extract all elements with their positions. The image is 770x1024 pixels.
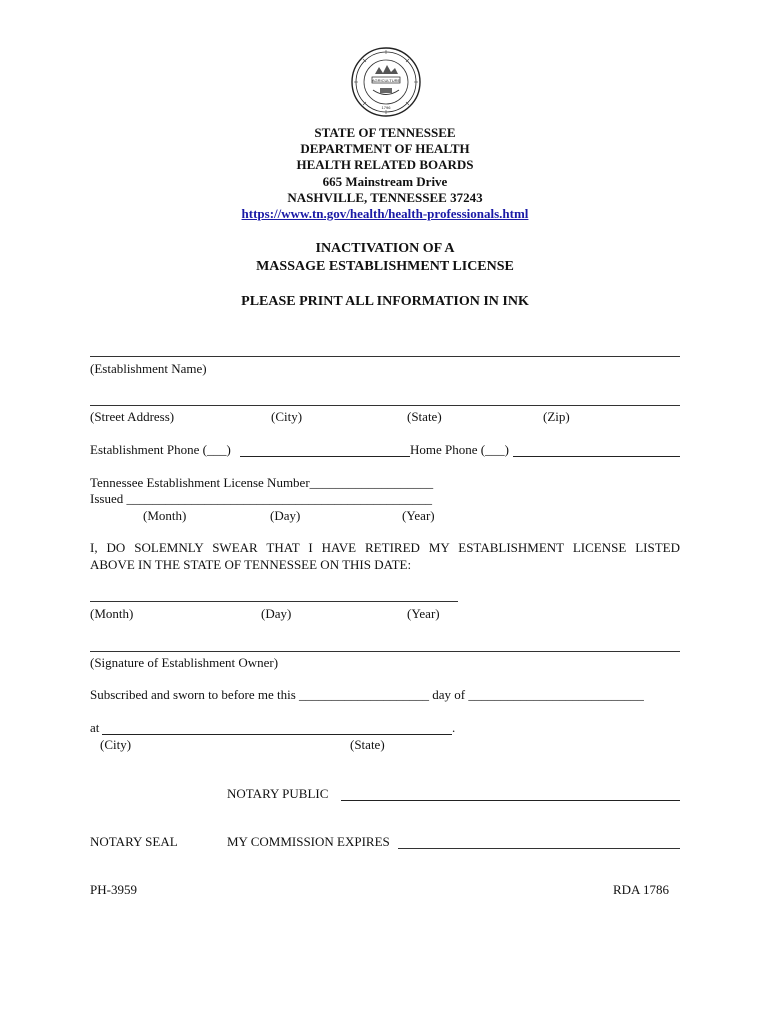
header-department: DEPARTMENT OF HEALTH bbox=[300, 141, 470, 156]
notary-public-label: NOTARY PUBLIC bbox=[227, 786, 329, 801]
signature-line[interactable] bbox=[90, 651, 680, 652]
issued-year-label: (Year) bbox=[402, 508, 435, 523]
print-instruction: PLEASE PRINT ALL INFORMATION IN INK bbox=[241, 294, 529, 309]
retirement-year-label: (Year) bbox=[407, 606, 440, 621]
retirement-day-label: (Day) bbox=[261, 606, 292, 621]
header-street: 665 Mainstream Drive bbox=[322, 174, 448, 189]
retirement-date-line[interactable] bbox=[90, 601, 458, 602]
notary-city-label: (City) bbox=[100, 737, 132, 752]
at-label: at bbox=[90, 720, 100, 735]
commission-expires-label: MY COMMISSION EXPIRES bbox=[227, 834, 390, 849]
oath-line1: I, DO SOLEMNLY SWEAR THAT I HAVE RETIRED MY ESTABLISHMENT LICENSE LISTED bbox=[90, 540, 680, 555]
at-period: . bbox=[452, 720, 456, 735]
seal-inner-text: AGRICULTURE bbox=[371, 78, 401, 83]
subscribed-sworn-text[interactable]: Subscribed and sworn to before me this ____________________ day of ___________________________ bbox=[90, 687, 644, 702]
address-line[interactable] bbox=[90, 405, 680, 406]
home-phone-label: Home Phone (___) bbox=[410, 442, 509, 457]
issued-day-label: (Day) bbox=[270, 508, 301, 523]
notary-seal-label: NOTARY SEAL bbox=[90, 834, 178, 849]
zip-label: (Zip) bbox=[543, 409, 570, 424]
website-link[interactable]: https://www.tn.gov/health/health-professionals.html bbox=[241, 206, 529, 221]
form-number: PH-3959 bbox=[90, 882, 137, 897]
state-label: (State) bbox=[407, 409, 442, 424]
home-phone-field[interactable] bbox=[513, 456, 680, 457]
seal-year: 1796 bbox=[381, 105, 391, 110]
signature-label: (Signature of Establishment Owner) bbox=[90, 655, 279, 670]
license-number-label[interactable]: Tennessee Establishment License Number___________________ bbox=[90, 475, 434, 490]
rda-number: RDA 1786 bbox=[613, 882, 669, 897]
retirement-month-label: (Month) bbox=[90, 606, 134, 621]
notary-state-label: (State) bbox=[350, 737, 385, 752]
tennessee-state-seal bbox=[351, 47, 421, 117]
form-title-line2: MASSAGE ESTABLISHMENT LICENSE bbox=[256, 259, 514, 274]
header-boards: HEALTH RELATED BOARDS bbox=[296, 157, 474, 172]
establishment-phone-label: Establishment Phone (___) bbox=[90, 442, 231, 457]
commission-expires-line[interactable] bbox=[398, 848, 680, 849]
issued-label[interactable]: Issued _______________________________________________ bbox=[90, 491, 432, 506]
establishment-phone-field[interactable] bbox=[240, 456, 410, 457]
establishment-name-label: (Establishment Name) bbox=[90, 361, 207, 376]
header-city: NASHVILLE, TENNESSEE 37243 bbox=[287, 190, 483, 205]
street-address-label: (Street Address) bbox=[90, 409, 175, 424]
form-title-line1: INACTIVATION OF A bbox=[315, 241, 455, 256]
location-line[interactable] bbox=[102, 734, 452, 735]
notary-public-line[interactable] bbox=[341, 800, 680, 801]
issued-month-label: (Month) bbox=[143, 508, 187, 523]
city-label: (City) bbox=[271, 409, 303, 424]
establishment-name-line[interactable] bbox=[90, 356, 680, 357]
header-state: STATE OF TENNESSEE bbox=[314, 125, 456, 140]
oath-line2: ABOVE IN THE STATE OF TENNESSEE ON THIS DATE: bbox=[90, 557, 412, 572]
